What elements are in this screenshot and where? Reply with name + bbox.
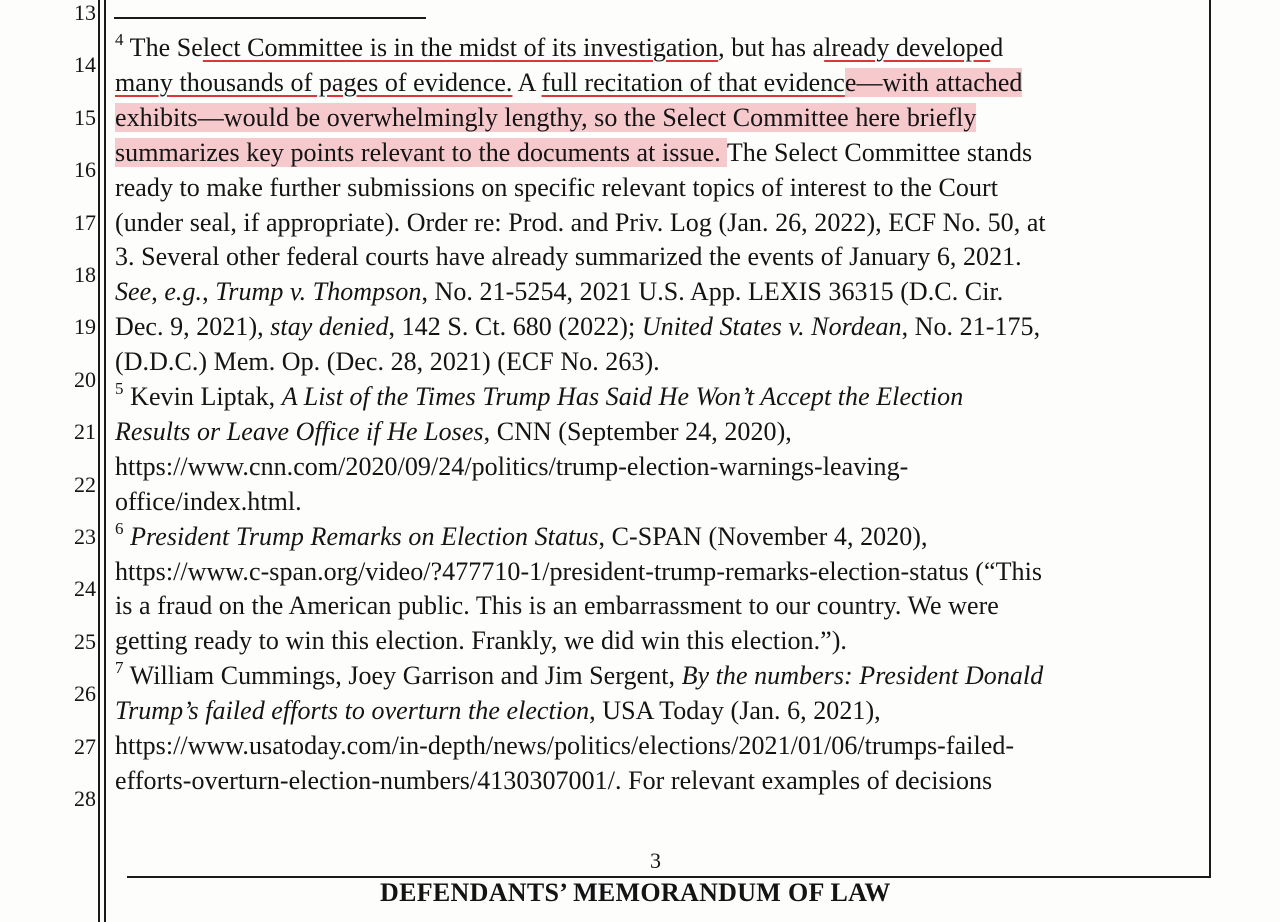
- text-run: A List of the Times Trump Has Said He Won’t Accept the Election: [281, 382, 964, 411]
- text-run: Results or Leave Office if He Loses: [115, 416, 484, 446]
- text-line: [115, 172, 998, 204]
- text-run: , USA Today (Jan. 6, 2021),: [589, 696, 881, 726]
- text-run: President Trump Remarks on Election Status: [130, 521, 599, 551]
- text-run: https://www.c-span.org/video/?477710-1/president-trump-remarks-election-status (“This: [115, 556, 1043, 586]
- line-number: 14: [74, 52, 96, 78]
- text-run: , C-SPAN (November 4, 2020),: [598, 521, 928, 551]
- line-number: 23: [74, 524, 96, 549]
- line-number: 21: [74, 419, 96, 445]
- text-line: [115, 102, 976, 134]
- footnote-marker: 5: [115, 379, 124, 398]
- text-run: ready to make further submissions on specific relevant topics of interest to the Court: [115, 172, 999, 202]
- text-run: efforts-overturn-election-numbers/4130307001/. For relevant examples of decisions: [115, 765, 993, 795]
- text-line: [115, 518, 928, 556]
- text-line: [115, 346, 660, 378]
- footnote-separator: [114, 17, 426, 19]
- line-number: 25: [74, 628, 96, 654]
- text-run: , CNN (September 24, 2020),: [483, 416, 792, 446]
- text-line: [115, 67, 1022, 99]
- line-number: 20: [74, 366, 96, 392]
- text-run: ,: [151, 277, 165, 307]
- text-run: United States v. Nordean: [641, 312, 902, 342]
- footnote-marker: 6: [115, 518, 124, 538]
- text-run: By the numbers: President Donald: [681, 661, 1044, 691]
- text-run: , but has a: [718, 33, 825, 62]
- text-run: d: [990, 33, 1004, 62]
- line-number: 17: [74, 209, 96, 235]
- footnote-marker: 4: [115, 30, 124, 49]
- text-run: ,: [202, 277, 216, 307]
- text-run: (under seal, if appropriate). Order re: Prod. and Priv. Log (Jan. 26, 2022), ECF No. 50, at: [115, 207, 1046, 237]
- text-line: [115, 660, 1043, 695]
- text-run: Dec. 9, 2021),: [115, 312, 271, 342]
- text-run: (D.D.C.) Mem. Op. (Dec. 28, 2021) (ECF No. 263).: [115, 347, 660, 377]
- text-line: [115, 137, 1032, 169]
- text-line: [115, 486, 302, 518]
- line-number: 26: [74, 681, 96, 707]
- line-number: 27: [74, 733, 96, 759]
- text-run: , 142 S. Ct. 680 (2022);: [388, 312, 642, 342]
- text-run: lect Committee is in the midst of its investigation: [202, 33, 719, 62]
- line-number: 13: [74, 0, 96, 25]
- text-line: [115, 32, 1003, 67]
- footnote-marker: 7: [115, 658, 124, 678]
- text-run: summarizes key points relevant to the documents at issue.: [115, 137, 727, 167]
- footer-title: DEFENDANTS’ MEMORANDUM OF LAW: [380, 878, 891, 907]
- text-run: 3. Several other federal courts have already summarized the events of January 6, 2021.: [115, 242, 1022, 272]
- text-run: many thousands of pages of evidence.: [115, 67, 513, 97]
- text-run: The Se: [123, 33, 203, 62]
- text-run: https://www.usatoday.com/in-depth/news/politics/elections/2021/01/06/trumps-failed-: [115, 731, 1015, 760]
- text-run: full recitation of that evidenc: [541, 67, 845, 97]
- text-run: is a fraud on the American public. This is an embarrassment to our country. We were: [115, 591, 999, 621]
- text-run: e.g.: [164, 277, 203, 307]
- line-number: 18: [74, 262, 96, 287]
- text-line: [115, 765, 992, 797]
- text-run: William Cummings, Joey Garrison and Jim Sergent,: [123, 661, 682, 691]
- page-edge-rule: [1209, 0, 1211, 878]
- margin-rule-right: [104, 0, 106, 922]
- text-run: getting ready to win this election. Frankly, we did win this election.”).: [115, 626, 847, 656]
- text-line: [115, 311, 1040, 343]
- text-line: [115, 207, 1046, 239]
- text-line: [115, 695, 881, 727]
- text-run: office/index.html.: [115, 486, 302, 516]
- text-run: Trump v. Thompson: [215, 277, 422, 307]
- line-number: 22: [74, 471, 96, 497]
- line-number: 24: [74, 576, 96, 602]
- text-run: lready develope: [824, 33, 991, 62]
- text-run: exhibits—would be overwhelmingly lengthy, so the Select Committee here briefly: [115, 102, 977, 132]
- text-run: , No. 21-5254, 2021 U.S. App. LEXIS 36315 (D.C. Cir.: [421, 277, 1004, 307]
- margin-rule-left: [98, 0, 100, 922]
- text-run: e—with attached: [844, 67, 1023, 97]
- text-run: stay denied: [270, 312, 389, 342]
- text-line: [115, 416, 792, 448]
- text-run: A: [512, 67, 542, 97]
- text-run: See: [115, 277, 152, 307]
- text-line: [115, 241, 1022, 273]
- text-line: [115, 276, 1003, 308]
- text-line: [115, 451, 908, 483]
- text-line: [115, 590, 999, 622]
- line-number: 28: [74, 786, 96, 811]
- text-line: [115, 556, 1042, 588]
- line-number: 16: [74, 157, 96, 183]
- line-number: 15: [74, 104, 96, 130]
- text-run: , No. 21-175,: [901, 312, 1041, 342]
- text-run: Trump’s failed efforts to overturn the election: [115, 696, 590, 726]
- text-run: https://www.cnn.com/2020/09/24/politics/trump-election-warnings-leaving-: [115, 451, 909, 481]
- line-number: 19: [74, 314, 96, 340]
- text-line: [115, 625, 847, 657]
- text-line: [115, 381, 963, 416]
- text-line: [115, 730, 1014, 762]
- text-run: The Select Committee stands: [726, 137, 1033, 167]
- page-number: 3: [650, 848, 661, 873]
- text-run: Kevin Liptak,: [123, 382, 282, 411]
